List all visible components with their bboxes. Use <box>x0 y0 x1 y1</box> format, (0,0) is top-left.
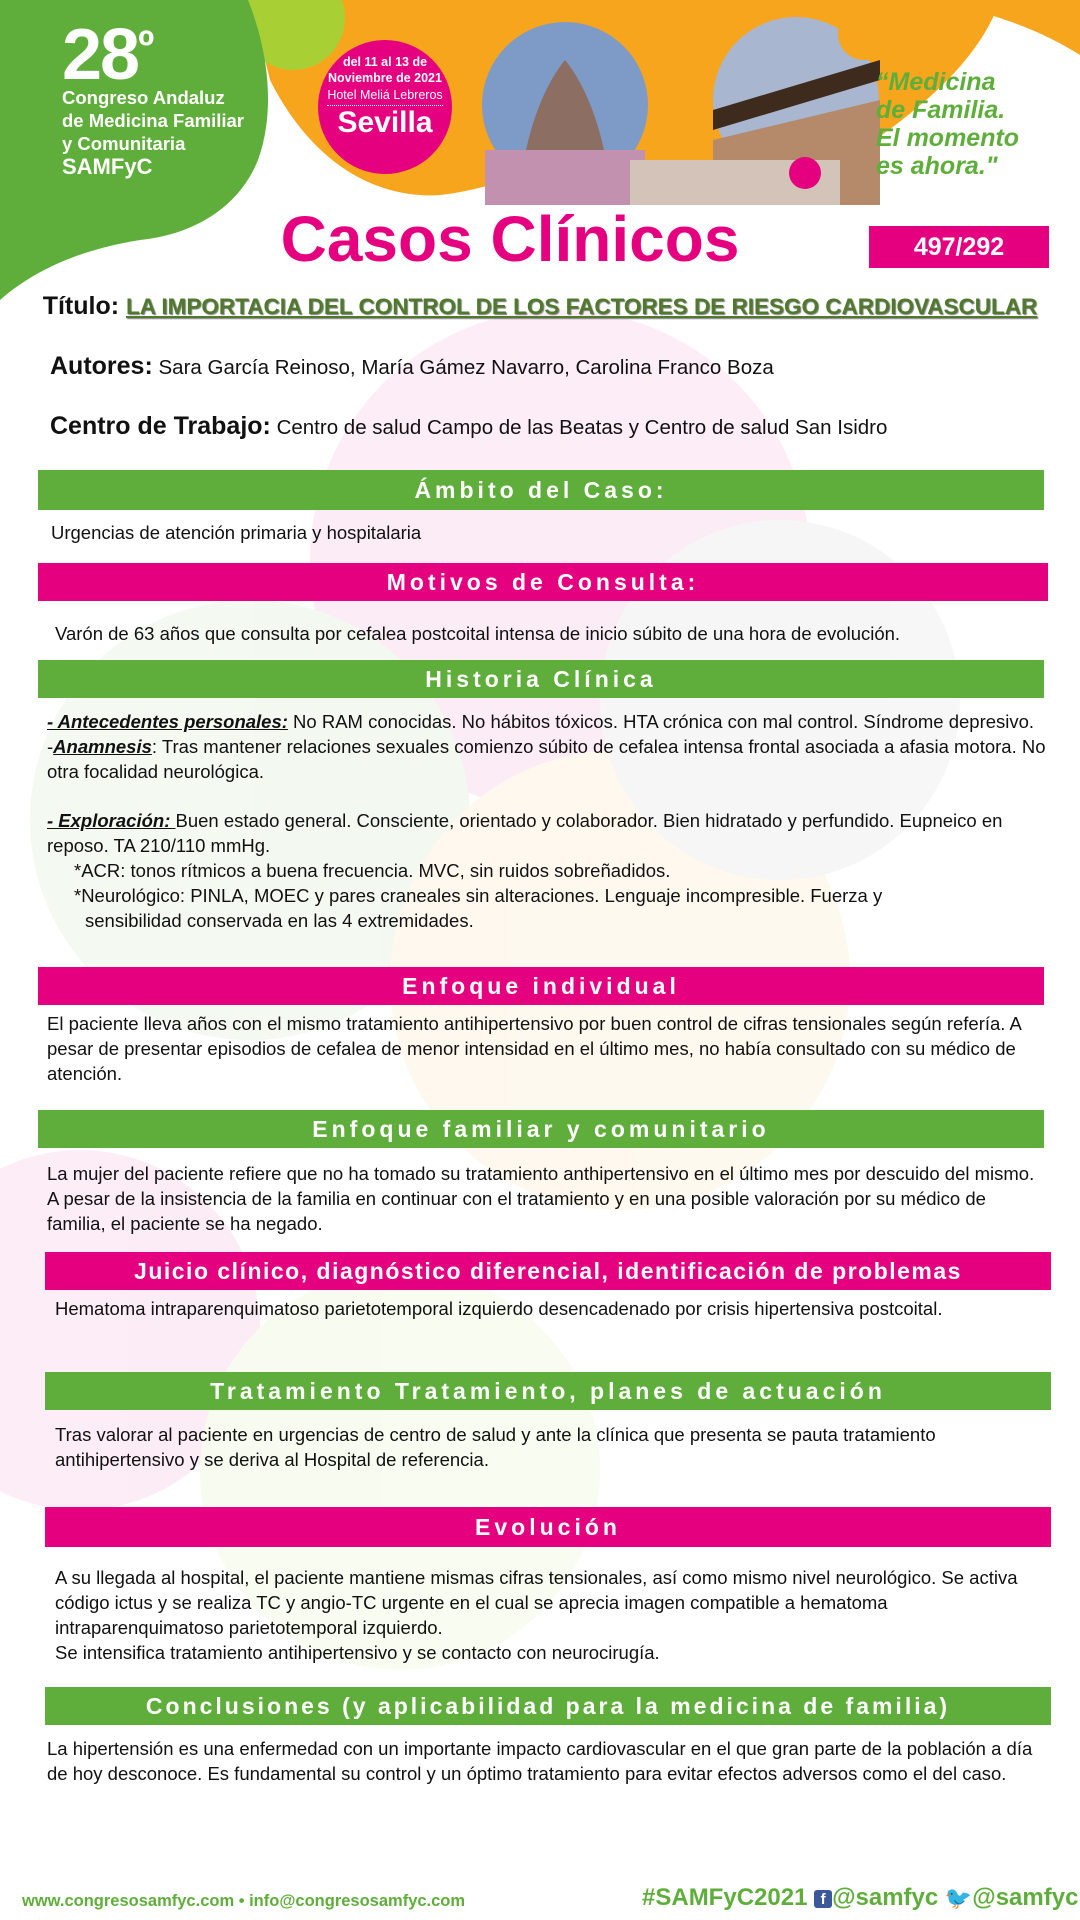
page-title: Casos Clínicos <box>280 203 740 275</box>
neuro-text-cont: sensibilidad conservada en las 4 extremidades. <box>85 910 474 931</box>
footer-separator: • <box>234 1892 250 1910</box>
twitter-handle[interactable]: @samfyc <box>972 1884 1079 1911</box>
titulo-value: LA IMPORTACIA DEL CONTROL DE LOS FACTORES DE RIESGO CARDIOVASCULAR <box>126 294 1038 319</box>
section-heading-historia: Historia Clínica <box>38 660 1044 698</box>
congress-name-line: SAMFyC <box>62 154 153 179</box>
section-heading-familiar: Enfoque familiar y comunitario <box>38 1110 1044 1148</box>
exploracion-label: - Exploración: <box>47 810 176 831</box>
titulo-row <box>40 292 1040 321</box>
section-heading-evolucion: Evolución <box>45 1507 1051 1547</box>
venue: Hotel Meliá Lebreros <box>327 88 442 106</box>
footer-contact <box>22 1892 465 1911</box>
historia-text <box>47 709 1047 933</box>
neuro-text: *Neurológico: PINLA, MOEC y pares craneales sin alteraciones. Lenguaje incompresible. Fuerza y <box>74 885 883 906</box>
evolucion-paragraph: A su llegada al hospital, el paciente mantiene mismas cifras tensionales, así como mismo nivel neurológico. Se activa código ictus y se realiza TC y angio-TC urgente en el cual se aprecia imagen compatible a hematoma intraparenquimatoso parietotemporal izquierdo. <box>55 1567 1018 1638</box>
date-badge <box>318 40 452 174</box>
email-link[interactable]: info@congresosamfyc.com <box>249 1892 466 1910</box>
website-link[interactable]: www.congresosamfyc.com <box>22 1892 235 1910</box>
facebook-icon[interactable]: f <box>814 1890 832 1908</box>
footer-social <box>642 1884 1078 1912</box>
titulo-label: Título: <box>42 292 120 320</box>
antecedentes-text: No RAM conocidas. No hábitos tóxicos. HTA crónica con mal control. Síndrome depresivo. <box>287 711 1035 732</box>
exploracion-paragraph <box>47 808 1047 858</box>
tratamiento-text: Tras valorar al paciente en urgencias de centro de salud y ante la clínica que presenta se pauta tratamiento antihipertensivo y se deriva al Hospital de referencia. <box>55 1424 936 1470</box>
section-heading-tratamiento: Tratamiento Tratamiento, planes de actuación <box>45 1372 1051 1410</box>
section-heading-motivos: Motivos de Consulta: <box>38 563 1048 601</box>
juicio-text: Hematoma intraparenquimatoso parietotemporal izquierdo desencadenado por crisis hipertensiva postcoital. <box>55 1298 943 1319</box>
anamnesis-paragraph <box>47 734 1047 784</box>
familiar-text: La mujer del paciente refiere que no ha tomado su tratamiento anthipertensivo en el último mes por descuido del mismo. A pesar de la insistencia de la familia en continuar con el tratamiento y en una posible valoración por su médico de familia, el paciente se ha negado. <box>47 1163 1035 1234</box>
city: Sevilla <box>337 106 433 139</box>
section-heading-conclusiones: Conclusiones (y aplicabilidad para la medicina de familia) <box>45 1687 1051 1725</box>
congress-number: $28^º$ <box>62 15 153 95</box>
motivos-text: Varón de 63 años que consulta por cefalea postcoital intensa de inicio súbito de una hora de evolución. <box>55 623 901 644</box>
congress-name-line: y Comunitaria <box>62 133 186 154</box>
centro-label: Centro de Trabajo: <box>50 412 271 440</box>
conclusiones-text: La hipertensión es una enfermedad con un importante impacto cardiovascular en el que gran parte de la población a día de hoy desconoce. Es fundamental su control y un óptimo tratamiento para evitar efectos adversos como el del caso. <box>47 1738 1033 1784</box>
autores-row <box>50 352 774 381</box>
antecedentes-paragraph <box>47 709 1047 734</box>
twitter-icon[interactable]: 🐦 <box>944 1885 973 1911</box>
exploracion-text: Buen estado general. Consciente, orientado y colaborador. Bien hidratado y perfundido. Eupneico en reposo. TA 210/110 mmHg. <box>47 810 1003 856</box>
evolucion-paragraph: Se intensifica tratamiento antihipertensivo y se contacto con neurocirugía. <box>55 1642 660 1663</box>
individual-text: El paciente lleva años con el mismo tratamiento antihipertensivo por buen control de cifras tensionales según refería. A pesar de presentar episodios de cefalea de menor intensidad en el último mes, no había consultado con su médico de atención. <box>47 1013 1021 1084</box>
facebook-handle[interactable]: @samfyc <box>832 1884 939 1911</box>
antecedentes-label: - Antecedentes personales: <box>47 711 288 732</box>
anamnesis-prefix: - <box>47 736 54 757</box>
congress-name <box>62 86 292 178</box>
centro-row <box>50 412 887 441</box>
hashtag: #SAMFyC2021 <box>642 1884 808 1911</box>
congress-name-line: de Medicina Familiar <box>62 110 244 131</box>
section-heading-juicio: Juicio clínico, diagnóstico diferencial, identificación de problemas <box>45 1252 1051 1290</box>
autores-value: Sara García Reinoso, María Gámez Navarro, Carolina Franco Boza <box>158 356 774 379</box>
centro-value: Centro de salud Campo de las Beatas y Centro de salud San Isidro <box>276 416 888 439</box>
slogan: “Medicina de Familia. El momento es ahora." <box>876 68 1020 180</box>
date-line: del 11 al 13 de Noviembre de 2021 <box>328 55 442 85</box>
autores-label: Autores: <box>50 352 153 380</box>
section-heading-individual: Enfoque individual <box>38 967 1044 1005</box>
anamnesis-text: : Tras mantener relaciones sexuales comienzo súbito de cefalea intensa frontal asociada a afasia motora. No otra focalidad neurológica. <box>47 736 1046 782</box>
anamnesis-label: Anamnesis <box>53 736 152 757</box>
section-heading-ambito: Ámbito del Caso: <box>38 470 1044 510</box>
ambito-text: Urgencias de atención primaria y hospitalaria <box>51 522 422 543</box>
acr-text: *ACR: tonos rítmicos a buena frecuencia. MVC, sin ruidos sobreñadidos. <box>74 860 671 881</box>
case-code-badge: 497/292 <box>869 226 1049 268</box>
evolucion-text <box>55 1565 1050 1665</box>
congress-name-line: Congreso Andaluz <box>62 87 225 108</box>
